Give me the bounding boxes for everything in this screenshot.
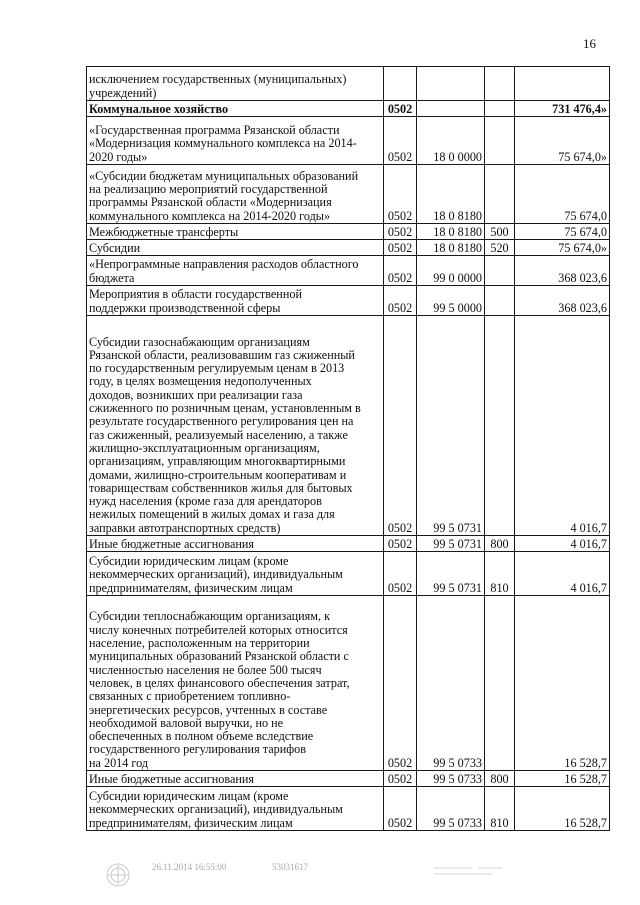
row-expense-type-cell <box>485 67 515 101</box>
faint-watermark-icon <box>432 862 532 882</box>
row-section-code-cell: 0502 <box>384 596 417 771</box>
table-row <box>87 224 610 240</box>
table-row <box>87 240 610 256</box>
table-row <box>87 771 610 787</box>
row-expense-type-cell <box>485 596 515 771</box>
row-amount-cell: 4 016,7 <box>515 552 610 596</box>
row-name-cell: исключением государственных (муниципальных) учреждений) <box>87 67 384 101</box>
row-amount-cell: 75 674,0» <box>515 117 610 165</box>
row-section-code-cell: 0502 <box>384 536 417 552</box>
footer-timestamp: 26.11.2014 16:55:00 <box>152 862 227 872</box>
row-section-code-cell: 0502 <box>384 787 417 831</box>
row-target-article-cell: 99 0 0000 <box>417 256 485 286</box>
row-section-code-cell: 0502 <box>384 771 417 787</box>
row-name-cell: Межбюджетные трансферты <box>87 224 384 240</box>
row-target-article-cell: 99 5 0733 <box>417 596 485 771</box>
row-name-cell: Иные бюджетные ассигнования <box>87 536 384 552</box>
row-amount-cell: 368 023,6 <box>515 256 610 286</box>
table-row <box>87 552 610 596</box>
row-expense-type-cell <box>485 165 515 224</box>
row-section-code-cell: 0502 <box>384 256 417 286</box>
row-amount-cell: 16 528,7 <box>515 787 610 831</box>
row-target-article-cell: 99 5 0731 <box>417 316 485 536</box>
row-amount-cell: 75 674,0» <box>515 240 610 256</box>
row-section-code-cell: 0502 <box>384 101 417 117</box>
row-target-article-cell: 99 5 0733 <box>417 771 485 787</box>
row-target-article-cell: 18 0 0000 <box>417 117 485 165</box>
footer <box>100 860 620 890</box>
row-amount-cell: 16 528,7 <box>515 596 610 771</box>
row-expense-type-cell <box>485 117 515 165</box>
table-row <box>87 536 610 552</box>
row-amount-cell <box>515 67 610 101</box>
row-amount-cell: 75 674,0 <box>515 165 610 224</box>
row-section-code-cell: 0502 <box>384 316 417 536</box>
row-amount-cell: 4 016,7 <box>515 316 610 536</box>
table-row <box>87 596 610 771</box>
row-expense-type-cell <box>485 286 515 316</box>
row-amount-cell: 16 528,7 <box>515 771 610 787</box>
row-target-article-cell: 18 0 8180 <box>417 224 485 240</box>
budget-table <box>86 66 610 831</box>
row-section-code-cell: 0502 <box>384 117 417 165</box>
table-row <box>87 787 610 831</box>
row-name-cell: Коммунальное хозяйство <box>87 101 384 117</box>
row-target-article-cell: 99 5 0733 <box>417 787 485 831</box>
row-expense-type-cell <box>485 256 515 286</box>
table-row <box>87 286 610 316</box>
row-name-cell: Субсидии юридическим лицам (кроме некоммерческих организаций), индивидуальным предпринимателям, физическим лицам <box>87 552 384 596</box>
row-expense-type-cell: 810 <box>485 787 515 831</box>
row-name-cell: «Субсидии бюджетам муниципальных образований на реализацию мероприятий государственной программы Рязанской области «Модернизация коммунального комплекса на 2014-2020 годы» <box>87 165 384 224</box>
row-amount-cell: 4 016,7 <box>515 536 610 552</box>
row-expense-type-cell: 810 <box>485 552 515 596</box>
row-name-cell: «Государственная программа Рязанской области «Модернизация коммунального комплекса на 2014- 2020 годы» <box>87 117 384 165</box>
table-row <box>87 165 610 224</box>
page-number: 16 <box>583 36 596 51</box>
row-name-cell: «Непрограммные направления расходов областного бюджета <box>87 256 384 286</box>
row-section-code-cell: 0502 <box>384 240 417 256</box>
row-target-article-cell: 99 5 0731 <box>417 552 485 596</box>
row-expense-type-cell: 800 <box>485 536 515 552</box>
row-amount-cell: 368 023,6 <box>515 286 610 316</box>
budget-table-body <box>87 67 610 831</box>
row-expense-type-cell <box>485 316 515 536</box>
table-row <box>87 316 610 536</box>
row-target-article-cell: 18 0 8180 <box>417 240 485 256</box>
table-row <box>87 101 610 117</box>
table-row <box>87 67 610 101</box>
row-name-cell: Субсидии <box>87 240 384 256</box>
row-target-article-cell <box>417 67 485 101</box>
electronic-signature-stamp-icon <box>100 860 136 890</box>
row-name-cell: Субсидии теплоснабжающим организациям, к числу конечных потребителей которых относится население, расположенным на территории муниципальных образований Рязанской области с численностью населения не более 500 тысяч человек, в целях финансового обеспечения затрат, связанных с приобретением топливно- энергетических ресурсов, учтенных в составе необходимой валовой выручки, но не обеспеченных в полном объеме вследствие государственного регулирования тарифов на 2014 год <box>87 596 384 771</box>
row-target-article-cell <box>417 101 485 117</box>
row-amount-cell: 731 476,4» <box>515 101 610 117</box>
row-amount-cell: 75 674,0 <box>515 224 610 240</box>
row-section-code-cell: 0502 <box>384 224 417 240</box>
table-row <box>87 117 610 165</box>
row-section-code-cell: 0502 <box>384 552 417 596</box>
row-section-code-cell: 0502 <box>384 286 417 316</box>
row-name-cell: Иные бюджетные ассигнования <box>87 771 384 787</box>
row-section-code-cell <box>384 67 417 101</box>
row-expense-type-cell: 520 <box>485 240 515 256</box>
row-target-article-cell: 18 0 8180 <box>417 165 485 224</box>
row-expense-type-cell <box>485 101 515 117</box>
row-expense-type-cell: 500 <box>485 224 515 240</box>
row-name-cell: Субсидии юридическим лицам (кроме некоммерческих организаций), индивидуальным предпринимателям, физическим лицам <box>87 787 384 831</box>
row-section-code-cell: 0502 <box>384 165 417 224</box>
row-name-cell: Мероприятия в области государственной поддержки производственной сферы <box>87 286 384 316</box>
row-expense-type-cell: 800 <box>485 771 515 787</box>
row-name-cell: Субсидии газоснабжающим организациям Рязанской области, реализовавшим газ сжиженный по государственным регулируемым ценам в 2013 году, в целях возмещения недополученных доходов, возникших при реализации газа сжиженного по розничным ценам, установленным в результате государственного регулирования цен на газ сжиженный, реализуемый населению, а также жилищно-эксплуатационным организациям, организациям, управляющим многоквартирными домами, жилищно-строительным кооперативам и товариществам собственников жилья для бытовых нужд населения (кроме газа для арендаторов нежилых помещений в жилых домах и газа для заправки автотранспортных средств) <box>87 316 384 536</box>
row-target-article-cell: 99 5 0000 <box>417 286 485 316</box>
footer-doc-number: 53031617 <box>272 862 308 872</box>
table-row <box>87 256 610 286</box>
row-target-article-cell: 99 5 0731 <box>417 536 485 552</box>
